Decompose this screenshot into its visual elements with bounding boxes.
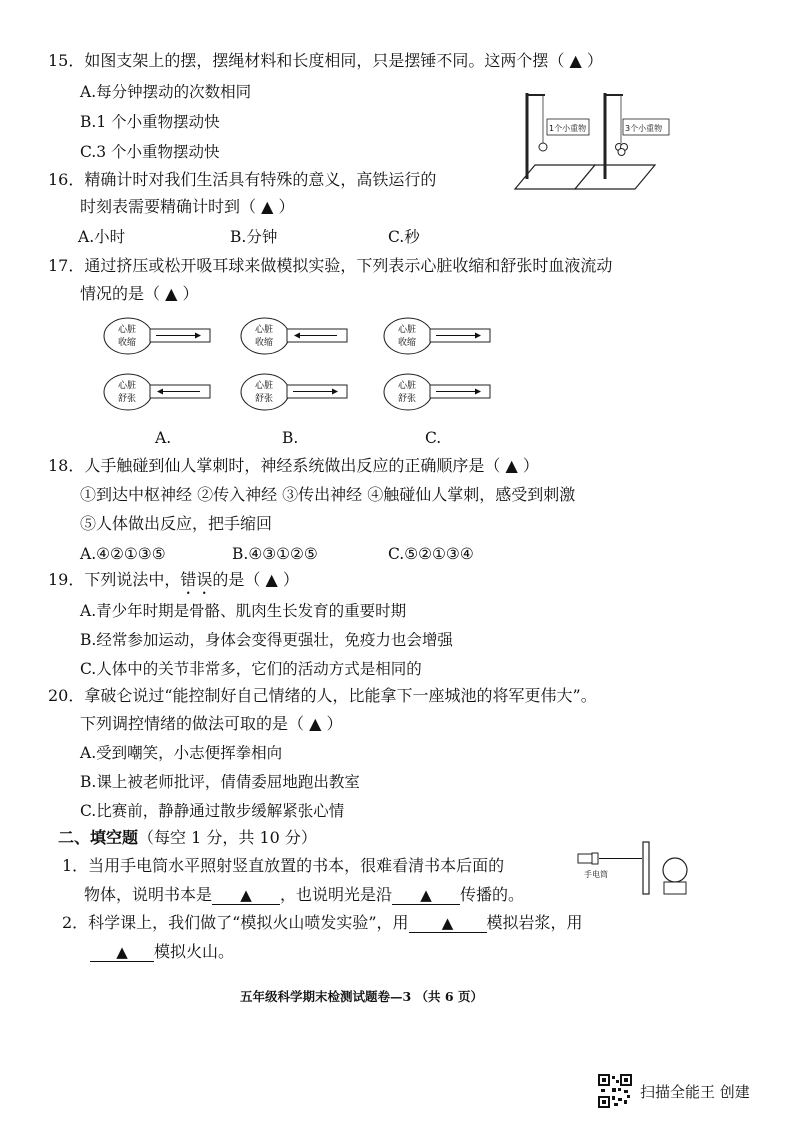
q16-stem-line2: 时刻表需要精确计时到（ ▲ ） (80, 197, 295, 216)
triangle-mark-icon: ▲ (441, 914, 454, 932)
svg-text:舒张: 舒张 (398, 394, 417, 404)
object-stand-icon (664, 882, 686, 894)
q17-stem-line1: 17．通过挤压或松开吸耳球来做模拟实验，下列表示心脏收缩和舒张时血液流动 (48, 256, 613, 275)
pendulum-bob-single (539, 143, 547, 151)
q19-option-b: B.经常参加运动，身体会变得更强壮，免疫力也会增强 (80, 631, 453, 649)
option-a-relax (104, 374, 210, 410)
q16-option-b: B.分钟 (230, 228, 278, 246)
q19-stem-emphasis: 错误 (180, 570, 213, 589)
f2-pre: 2．科学课上，我们做了“模拟火山喷发实验”，用 (62, 913, 409, 932)
f1-blank-1[interactable] (212, 886, 280, 905)
f1-pre: 物体，说明书本是 (84, 885, 213, 904)
heart-simulation-figure (100, 310, 500, 420)
svg-text:心脏: 心脏 (398, 381, 417, 391)
f1-post: 传播的。 (460, 885, 525, 904)
f1-mid: ，也说明光是沿 (280, 885, 393, 904)
section2-heading (58, 827, 317, 849)
svg-text:心脏: 心脏 (255, 381, 274, 391)
q17-label-c: C. (425, 429, 442, 447)
f2-blank-1[interactable] (409, 914, 487, 933)
triangle-mark-icon: ▲ (240, 886, 252, 904)
scanner-watermark (598, 1074, 750, 1108)
label-one-weight: 1个小重物 (549, 124, 587, 133)
f2-blank-2[interactable] (90, 943, 154, 962)
q20-option-a: A.受到嘲笑，小志便挥拳相向 (80, 744, 283, 762)
section2-note: （每空 1 分，共 10 分） (138, 828, 317, 847)
option-c-relax (384, 374, 490, 410)
svg-text:心脏: 心脏 (118, 325, 137, 335)
q15-option-b: B.1 个小重物摆动快 (80, 113, 220, 131)
svg-text:收缩: 收缩 (118, 338, 137, 348)
flashlight-icon (578, 854, 592, 863)
q20-stem-line2: 下列调控情绪的做法可取的是（ ▲ ） (80, 714, 343, 733)
q16-option-a: A.小时 (78, 228, 126, 246)
q19-option-c: C.人体中的关节非常多，它们的活动方式是相同的 (80, 660, 422, 678)
page-footer: 五年级科学期末检测试题卷—3 （共 6 页） (240, 989, 483, 1004)
q16-stem-line1: 16．精确计时对我们生活具有特殊的意义，高铁运行的 (48, 170, 437, 189)
f2-mid: 模拟岩浆，用 (486, 913, 583, 932)
qr-code-icon (598, 1074, 632, 1108)
q19-stem-post: 的是（ ▲ ） (212, 570, 299, 589)
svg-text:收缩: 收缩 (398, 338, 417, 348)
q18-option-c: C.⑤②①③④ (388, 545, 474, 563)
q19-stem (48, 569, 299, 598)
f2-line1 (62, 912, 583, 934)
pendulum-figure (495, 85, 695, 195)
f1-blank-2[interactable] (392, 886, 460, 905)
f2-line2 (90, 941, 234, 963)
triangle-mark-icon: ▲ (420, 886, 432, 904)
triangle-mark-icon: ▲ (116, 943, 128, 961)
option-b-relax (241, 374, 347, 410)
option-b-contract (241, 318, 347, 354)
f1-line1: 1．当用手电筒水平照射竖直放置的书本，很难看清书本后面的 (62, 856, 505, 875)
q15-option-a: A.每分钟摆动的次数相同 (80, 83, 252, 101)
q18-option-a: A.④②①③⑤ (80, 545, 166, 563)
q17-label-b: B. (282, 429, 299, 447)
q20-option-b: B.课上被老师批评，倩倩委屈地跑出教室 (80, 773, 360, 791)
q15-option-c: C.3 个小重物摆动快 (80, 143, 220, 161)
flashlight-book-figure (572, 840, 694, 898)
f1-line2 (84, 884, 524, 906)
svg-text:心脏: 心脏 (398, 325, 417, 335)
flashlight-label: 手电筒 (584, 870, 608, 879)
option-c-contract (384, 318, 490, 354)
svg-text:心脏: 心脏 (255, 325, 274, 335)
book-icon (643, 842, 649, 894)
q20-stem-line1: 20．拿破仑说过“能控制好自己情绪的人，比能拿下一座城池的将军更伟大”。 (48, 686, 597, 705)
q18-option-b: B.④③①②⑤ (232, 545, 318, 563)
q15-stem: 15．如图支架上的摆，摆绳材料和长度相同，只是摆锤不同。这两个摆（ ▲ ） (48, 51, 603, 70)
label-three-weights: 3个小重物 (625, 124, 663, 133)
svg-text:心脏: 心脏 (118, 381, 137, 391)
pendulum-bob-triple-3 (618, 149, 625, 156)
q16-option-c: C.秒 (388, 228, 420, 246)
q19-option-a: A.青少年时期是骨骼、肌肉生长发育的重要时期 (80, 602, 407, 620)
scanner-brand-text: 扫描全能王 创建 (640, 1082, 750, 1101)
option-a-contract (104, 318, 210, 354)
q18-items-line1: ①到达中枢神经 ②传入神经 ③传出神经 ④触碰仙人掌刺，感受到刺激 (80, 485, 576, 504)
q18-items-line2: ⑤人体做出反应，把手缩回 (80, 514, 273, 533)
svg-text:舒张: 舒张 (118, 394, 137, 404)
q19-stem-pre: 19．下列说法中， (48, 570, 181, 589)
q20-option-c: C.比赛前，静静通过散步缓解紧张心情 (80, 802, 345, 820)
q18-stem: 18．人手触碰到仙人掌刺时，神经系统做出反应的正确顺序是（ ▲ ） (48, 456, 539, 475)
object-ball-icon (663, 858, 687, 882)
section2-title: 二、填空题 (58, 828, 139, 847)
svg-text:舒张: 舒张 (255, 394, 274, 404)
q17-stem-line2: 情况的是（ ▲ ） (80, 284, 199, 303)
f2-post: 模拟火山。 (154, 942, 235, 961)
q17-label-a: A. (155, 429, 172, 447)
svg-text:收缩: 收缩 (255, 338, 274, 348)
